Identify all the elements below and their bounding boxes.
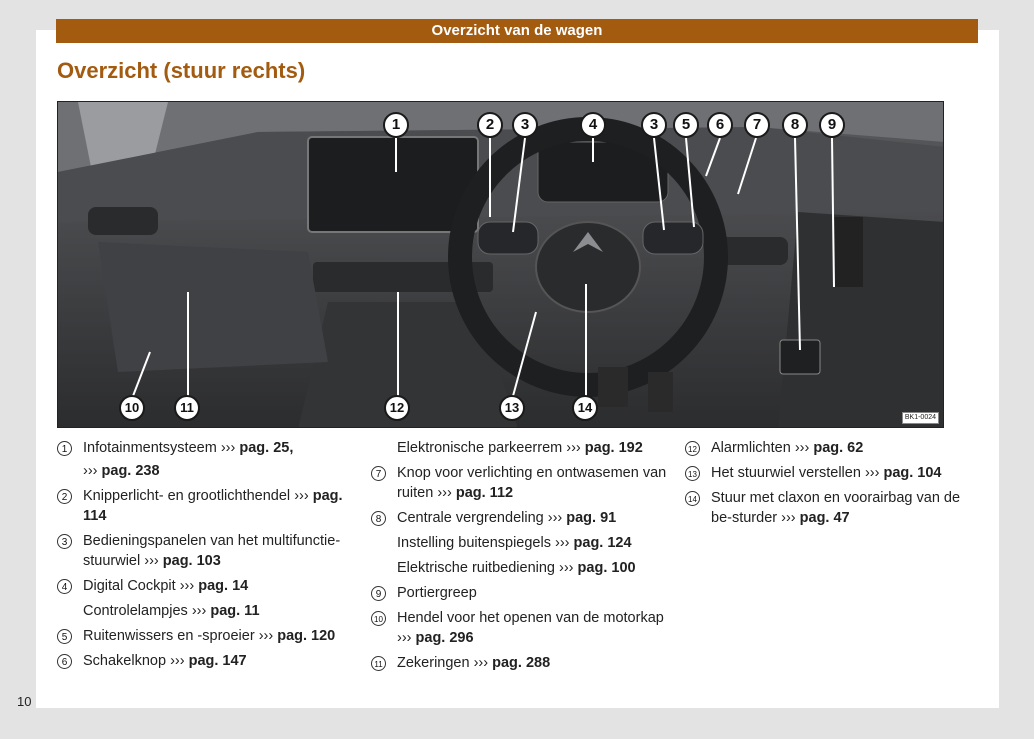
legend-number: 4 [57, 579, 72, 594]
callout-5: 5 [673, 112, 699, 138]
page-number: 10 [17, 694, 32, 709]
arrow-glyph: ››› [191, 603, 207, 619]
arrow-glyph: ››› [294, 488, 309, 504]
callout-12: 12 [384, 395, 410, 421]
legend-item [685, 488, 985, 528]
arrow-glyph: ››› [559, 560, 574, 576]
page-ref[interactable]: pag. 296 [415, 630, 474, 646]
legend-column-2 [371, 438, 671, 678]
legend-item [57, 531, 357, 571]
legend-text: Knop voor verlichting en ontwasemen van ruiten [397, 465, 667, 501]
arrow-glyph: ››› [864, 465, 880, 481]
legend-number: 2 [57, 489, 72, 504]
callout-6: 6 [707, 112, 733, 138]
legend-text: Digital Cockpit [83, 578, 176, 594]
page-ref[interactable]: pag. 238 [101, 463, 160, 479]
legend-item [57, 601, 357, 621]
callout-1: 1 [383, 112, 409, 138]
legend-number: 5 [57, 629, 72, 644]
legend-number: 7 [371, 466, 386, 481]
page-ref[interactable]: pag. 192 [584, 440, 643, 456]
arrow-glyph: ››› [781, 510, 796, 526]
page-title: Overzicht (stuur rechts) [57, 58, 306, 83]
callout-4: 4 [580, 112, 606, 138]
callout-3-right: 3 [641, 112, 667, 138]
dashboard-figure [57, 101, 944, 428]
legend-column-3 [685, 438, 985, 533]
section-header: Overzicht van de wagen [56, 19, 978, 43]
arrow-glyph: ››› [83, 463, 98, 479]
page-ref[interactable]: pag. 91 [566, 510, 617, 526]
page-ref[interactable]: pag. 11 [210, 603, 260, 619]
legend-text: Knipperlicht- en grootlichthendel [83, 488, 291, 504]
callout-3-left: 3 [512, 112, 538, 138]
legend-number: 13 [685, 466, 700, 481]
arrow-glyph: ››› [144, 553, 159, 569]
legend-text: Bedieningspanelen van het multifunctie-stuurwiel [83, 533, 341, 569]
arrow-glyph: ››› [566, 440, 581, 456]
legend-item [57, 486, 357, 526]
page-ref[interactable]: pag. 112 [455, 485, 514, 501]
legend-column-1 [57, 438, 357, 676]
legend-number: 8 [371, 511, 386, 526]
legend-text: Instelling buitenspiegels [397, 535, 551, 551]
legend-item [371, 508, 671, 528]
page-ref[interactable]: pag. 104 [883, 465, 942, 481]
page-ref[interactable]: pag. 14 [198, 578, 249, 594]
legend-item [371, 558, 671, 578]
legend-number: 1 [57, 441, 72, 456]
legend-item [371, 463, 671, 503]
arrow-glyph: ››› [437, 485, 452, 501]
legend-text: Stuur met claxon en voorairbag van de be-sturder [711, 490, 961, 526]
legend-number: 6 [57, 654, 72, 669]
legend-text: Zekeringen [397, 655, 470, 671]
page-ref[interactable]: pag. 103 [162, 553, 221, 569]
arrow-glyph: ››› [179, 578, 195, 594]
callout-10: 10 [119, 395, 145, 421]
page-ref[interactable]: pag. 100 [577, 560, 636, 576]
callout-8: 8 [782, 112, 808, 138]
callout-2: 2 [477, 112, 503, 138]
legend-number: 12 [685, 441, 700, 456]
page-ref[interactable]: pag. 25, [239, 440, 294, 456]
figure-code: BK1-0024 [902, 412, 939, 424]
legend-text: Elektronische parkeerrem [397, 440, 563, 456]
page-ref[interactable]: pag. 288 [492, 655, 551, 671]
legend-text: Ruitenwissers en -sproeier [83, 628, 255, 644]
callout-9: 9 [819, 112, 845, 138]
arrow-glyph: ››› [473, 655, 489, 671]
legend-text: Hendel voor het openen van de motorkap [397, 610, 664, 626]
callout-14: 14 [572, 395, 598, 421]
arrow-glyph: ››› [794, 440, 810, 456]
legend-item [57, 651, 357, 671]
dashboard-illustration [58, 102, 944, 428]
arrow-glyph: ››› [547, 510, 563, 526]
legend-item [371, 533, 671, 553]
callout-11: 11 [174, 395, 200, 421]
legend-number: 11 [371, 656, 386, 671]
legend-text: Alarmlichten [711, 440, 791, 456]
legend-item [685, 463, 985, 483]
legend-text: Schakelknop [83, 653, 167, 669]
legend-item [57, 461, 357, 481]
arrow-glyph: ››› [555, 535, 570, 551]
legend-number: 3 [57, 534, 72, 549]
page-ref[interactable]: pag. 124 [573, 535, 632, 551]
legend-number: 10 [371, 611, 386, 626]
legend-text: Het stuurwiel verstellen [711, 465, 861, 481]
legend-text: Portiergreep [397, 585, 477, 601]
arrow-glyph: ››› [220, 440, 236, 456]
legend-item [371, 583, 671, 603]
legend-text: Elektrische ruitbediening [397, 560, 555, 576]
callout-13: 13 [499, 395, 525, 421]
legend-item [371, 653, 671, 673]
arrow-glyph: ››› [397, 630, 412, 646]
arrow-glyph: ››› [170, 653, 185, 669]
legend-item [371, 438, 671, 458]
legend-item [371, 608, 671, 648]
page-ref[interactable]: pag. 120 [277, 628, 336, 644]
page-ref[interactable]: pag. 47 [799, 510, 850, 526]
page-ref[interactable]: pag. 62 [813, 440, 864, 456]
legend-item [57, 576, 357, 596]
callout-7: 7 [744, 112, 770, 138]
legend-item [685, 438, 985, 458]
page-ref[interactable]: pag. 114 [83, 488, 343, 524]
legend-item [57, 626, 357, 646]
legend-number: 9 [371, 586, 386, 601]
page-ref[interactable]: pag. 147 [188, 653, 247, 669]
legend-number: 14 [685, 491, 700, 506]
legend-item [57, 438, 357, 458]
arrow-glyph: ››› [258, 628, 274, 644]
legend-text: Controlelampjes [83, 603, 188, 619]
legend-text: Infotainmentsysteem [83, 440, 217, 456]
legend-text: Centrale vergrendeling [397, 510, 544, 526]
